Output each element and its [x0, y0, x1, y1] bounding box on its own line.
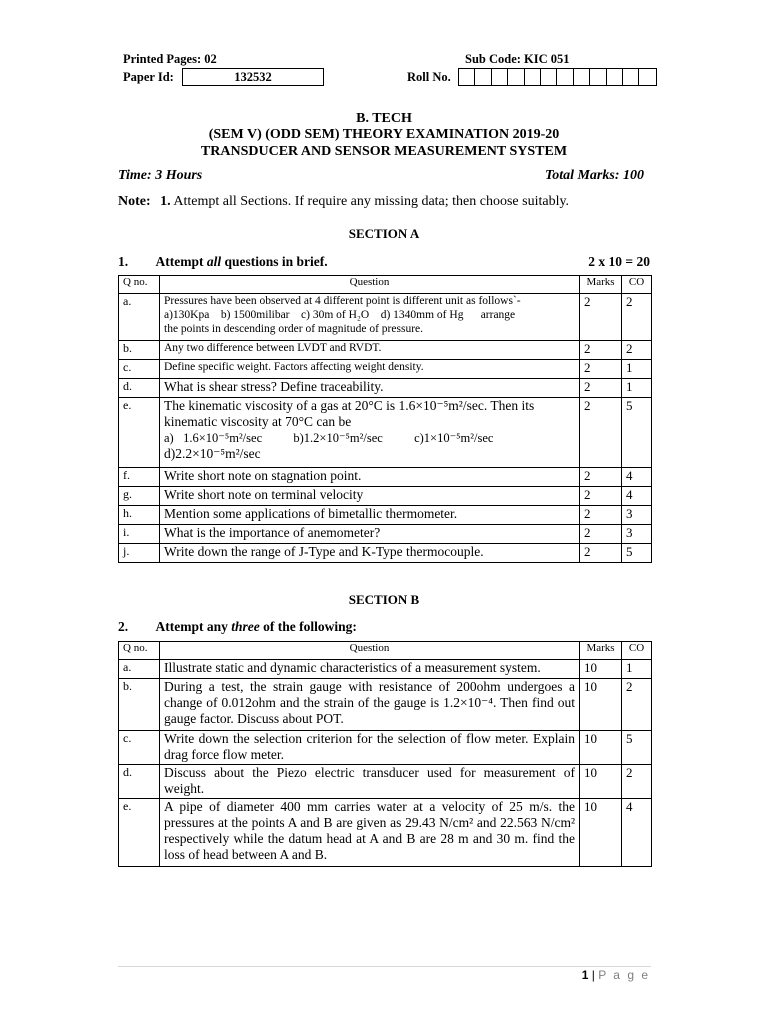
- header-marks: Marks: [580, 642, 622, 660]
- question-cell: Any two difference between LVDT and RVDT.: [160, 341, 580, 360]
- sub-code: Sub Code: KIC 051: [465, 52, 570, 66]
- marks-cell: 10: [580, 660, 622, 679]
- question-line: a)130Kpa b) 1500milibar c) 30m of H₂O d) 1340mm of Hg arrange: [164, 309, 516, 321]
- table-header-row: [119, 642, 652, 660]
- co-cell: 5: [622, 544, 652, 563]
- question-line: Pressures have been observed at 4 different point is different unit as follows`-: [164, 295, 521, 307]
- qno-cell: c.: [119, 731, 160, 765]
- table-row: [119, 360, 652, 379]
- table-row: [119, 294, 652, 341]
- header-co: CO: [622, 276, 652, 294]
- marks-cell: 10: [580, 731, 622, 765]
- exam-title: (SEM V) (ODD SEM) THEORY EXAMINATION 2019-20: [208, 127, 560, 142]
- section-a-instr-em: all: [206, 254, 222, 269]
- page-footer: [582, 968, 650, 982]
- exam-time: Time: 3 Hours: [118, 168, 203, 183]
- marks-cell: 2: [580, 487, 622, 506]
- section-b-question: [118, 619, 357, 635]
- section-a-qnum: 1.: [118, 254, 129, 269]
- qno-cell: e.: [119, 398, 160, 468]
- qno-cell: i.: [119, 525, 160, 544]
- roll-no-label: Roll No.: [407, 70, 451, 84]
- paper-id-box: 132532: [182, 68, 324, 86]
- question-line: d)2.2×10⁻⁵m²/sec: [164, 446, 261, 461]
- note-text: Attempt all Sections. If require any missing data; then choose suitably.: [173, 194, 570, 209]
- section-a-question: [118, 254, 328, 270]
- page-word: P a g e: [598, 968, 650, 982]
- co-cell: 5: [622, 398, 652, 468]
- table-row: [119, 765, 652, 799]
- question-cell: [160, 398, 580, 468]
- co-cell: 4: [622, 468, 652, 487]
- question-cell: Write short note on stagnation point.: [160, 468, 580, 487]
- question-cell: What is the importance of anemometer?: [160, 525, 580, 544]
- header-question: Question: [160, 642, 580, 660]
- marks-cell: 2: [580, 544, 622, 563]
- qno-cell: d.: [119, 379, 160, 398]
- question-line: kinematic viscosity at 70°C can be: [164, 414, 352, 429]
- table-row: [119, 379, 652, 398]
- question-cell: Discuss about the Piezo electric transducer used for measurement of weight.: [160, 765, 580, 799]
- table-header-row: [119, 276, 652, 294]
- question-cell: [160, 294, 580, 341]
- co-cell: 2: [622, 679, 652, 731]
- marks-cell: 2: [580, 379, 622, 398]
- qno-cell: a.: [119, 294, 160, 341]
- marks-cell: 10: [580, 765, 622, 799]
- question-cell: Mention some applications of bimetallic thermometer.: [160, 506, 580, 525]
- section-b-qnum: 2.: [118, 619, 129, 634]
- co-cell: 4: [622, 487, 652, 506]
- footer-divider: [118, 966, 651, 967]
- marks-cell: 2: [580, 341, 622, 360]
- marks-cell: 2: [580, 525, 622, 544]
- question-cell: What is shear stress? Define traceability.: [160, 379, 580, 398]
- table-row: [119, 506, 652, 525]
- co-cell: 2: [622, 294, 652, 341]
- header-qno: Q no.: [119, 276, 160, 294]
- section-a-title: SECTION A: [348, 226, 420, 241]
- page-number: 1: [581, 968, 589, 982]
- header-qno: Q no.: [119, 642, 160, 660]
- co-cell: 2: [622, 341, 652, 360]
- degree-title: B. TECH: [356, 111, 412, 126]
- header-co: CO: [622, 642, 652, 660]
- question-line: the points in descending order of magnitude of pressure.: [164, 323, 424, 335]
- question-cell: Write down the selection criterion for the selection of flow meter. Explain drag force flow meter.: [160, 731, 580, 765]
- table-row: [119, 341, 652, 360]
- section-a-instr-post: questions in brief.: [221, 254, 328, 269]
- marks-cell: 2: [580, 360, 622, 379]
- table-row: [119, 799, 652, 867]
- question-cell: A pipe of diameter 400 mm carries water at a velocity of 25 m/s. the pressures at the points A and B are given as 29.43 N/cm² and 22.563 N/cm² respectively while the datum head at A and B are 28 m and 30 m. find the loss of head between A and B.: [160, 799, 580, 867]
- roll-no-boxes: [458, 68, 657, 86]
- printed-pages: Printed Pages: 02: [123, 52, 217, 66]
- section-b-table: [118, 641, 652, 867]
- marks-cell: 10: [580, 799, 622, 867]
- marks-cell: 2: [580, 506, 622, 525]
- note: [118, 194, 569, 210]
- table-row: [119, 525, 652, 544]
- table-row: [119, 468, 652, 487]
- note-number: 1.: [160, 194, 171, 209]
- qno-cell: f.: [119, 468, 160, 487]
- qno-cell: c.: [119, 360, 160, 379]
- qno-cell: j.: [119, 544, 160, 563]
- qno-cell: g.: [119, 487, 160, 506]
- paper-id-label: Paper Id:: [123, 70, 174, 84]
- question-line: The kinematic viscosity of a gas at 20°C is 1.6×10⁻⁵m²/sec. Then its: [164, 398, 535, 413]
- marks-cell: 2: [580, 294, 622, 341]
- co-cell: 4: [622, 799, 652, 867]
- question-cell: Write down the range of J-Type and K-Type thermocouple.: [160, 544, 580, 563]
- co-cell: 1: [622, 360, 652, 379]
- qno-cell: b.: [119, 341, 160, 360]
- section-a-table: [118, 275, 652, 563]
- co-cell: 3: [622, 525, 652, 544]
- marks-cell: 10: [580, 679, 622, 731]
- qno-cell: e.: [119, 799, 160, 867]
- marks-cell: 2: [580, 468, 622, 487]
- section-a-marks: 2 x 10 = 20: [588, 254, 650, 269]
- section-b-instr-pre: Attempt any: [155, 619, 232, 634]
- marks-cell: 2: [580, 398, 622, 468]
- qno-cell: b.: [119, 679, 160, 731]
- co-cell: 2: [622, 765, 652, 799]
- table-row: [119, 679, 652, 731]
- header-marks: Marks: [580, 276, 622, 294]
- co-cell: 5: [622, 731, 652, 765]
- question-cell: Define specific weight. Factors affecting weight density.: [160, 360, 580, 379]
- subject-title: TRANSDUCER AND SENSOR MEASUREMENT SYSTEM: [200, 144, 568, 159]
- note-label: Note:: [118, 194, 151, 209]
- question-cell: Write short note on terminal velocity: [160, 487, 580, 506]
- qno-cell: d.: [119, 765, 160, 799]
- header-question: Question: [160, 276, 580, 294]
- table-row: [119, 544, 652, 563]
- section-a-instr-pre: Attempt: [155, 254, 207, 269]
- qno-cell: a.: [119, 660, 160, 679]
- question-line: a) 1.6×10⁻⁵m²/sec b)1.2×10⁻⁵m²/sec c)1×10⁻⁵m²/sec: [164, 431, 494, 445]
- co-cell: 3: [622, 506, 652, 525]
- section-b-title: SECTION B: [348, 592, 420, 607]
- page-separator: |: [588, 968, 599, 982]
- table-row: [119, 731, 652, 765]
- question-cell: During a test, the strain gauge with resistance of 200ohm undergoes a change of 0.012ohm and the strain of the gauge is 1.2×10⁻⁴. Then find out gauge factor. Discuss about POT.: [160, 679, 580, 731]
- total-marks: Total Marks: 100: [544, 168, 644, 183]
- section-b-instr-post: of the following:: [259, 619, 357, 634]
- table-row: [119, 398, 652, 468]
- table-row: [119, 660, 652, 679]
- co-cell: 1: [622, 379, 652, 398]
- qno-cell: h.: [119, 506, 160, 525]
- co-cell: 1: [622, 660, 652, 679]
- table-row: [119, 487, 652, 506]
- section-b-instr-em: three: [231, 619, 260, 634]
- question-cell: Illustrate static and dynamic characteristics of a measurement system.: [160, 660, 580, 679]
